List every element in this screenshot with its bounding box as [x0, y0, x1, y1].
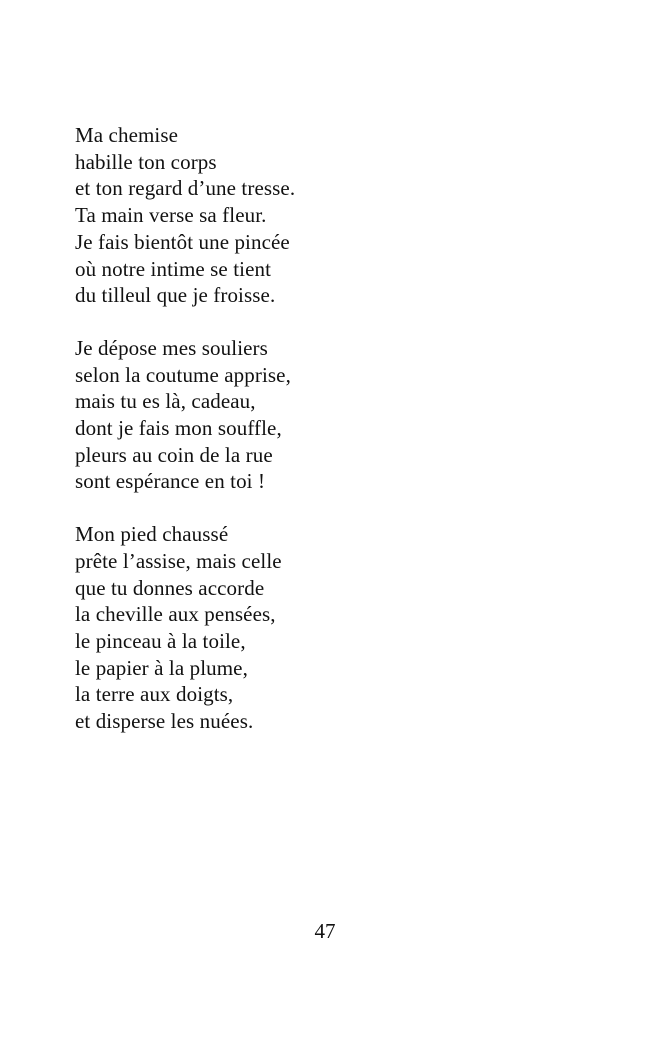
poem-line: habille ton corps — [75, 149, 217, 174]
stanza-1 — [75, 122, 595, 309]
poem-line: Ta main verse sa fleur. — [75, 203, 267, 228]
stanza-2 — [75, 335, 595, 495]
poem-line: le papier à la plume, — [75, 655, 248, 680]
poem-line: Je fais bientôt une pincée — [75, 229, 290, 254]
poem-line: Je dépose mes souliers — [75, 335, 268, 360]
poem-line: sont espérance en toi ! — [75, 469, 266, 494]
poem-line: Ma chemise — [75, 123, 179, 147]
poem-line: où notre intime se tient — [75, 256, 272, 281]
poem-line: selon la coutume apprise, — [75, 362, 291, 387]
poem-line: dont je fais mon souffle, — [75, 416, 282, 441]
poem-line: Mon pied chaussé — [75, 522, 229, 547]
poem-line: du tilleul que je froisse. — [75, 283, 276, 308]
poem-line: le pinceau à la toile, — [75, 628, 246, 653]
poem-line: et disperse les nuées. — [75, 709, 254, 734]
page-number: 47 — [314, 919, 336, 943]
poem-line: la cheville aux pensées, — [75, 602, 276, 627]
poem-line: pleurs au coin de la rue — [75, 442, 273, 467]
poem — [75, 122, 595, 761]
poem-line: prête l’assise, mais celle — [75, 548, 282, 573]
poem-line: et ton regard d’une tresse. — [75, 176, 296, 201]
poem-line: mais tu es là, cadeau, — [75, 389, 256, 414]
stanza-3 — [75, 521, 595, 735]
poem-line: la terre aux doigts, — [75, 682, 234, 707]
poem-line: que tu donnes accorde — [75, 575, 265, 600]
